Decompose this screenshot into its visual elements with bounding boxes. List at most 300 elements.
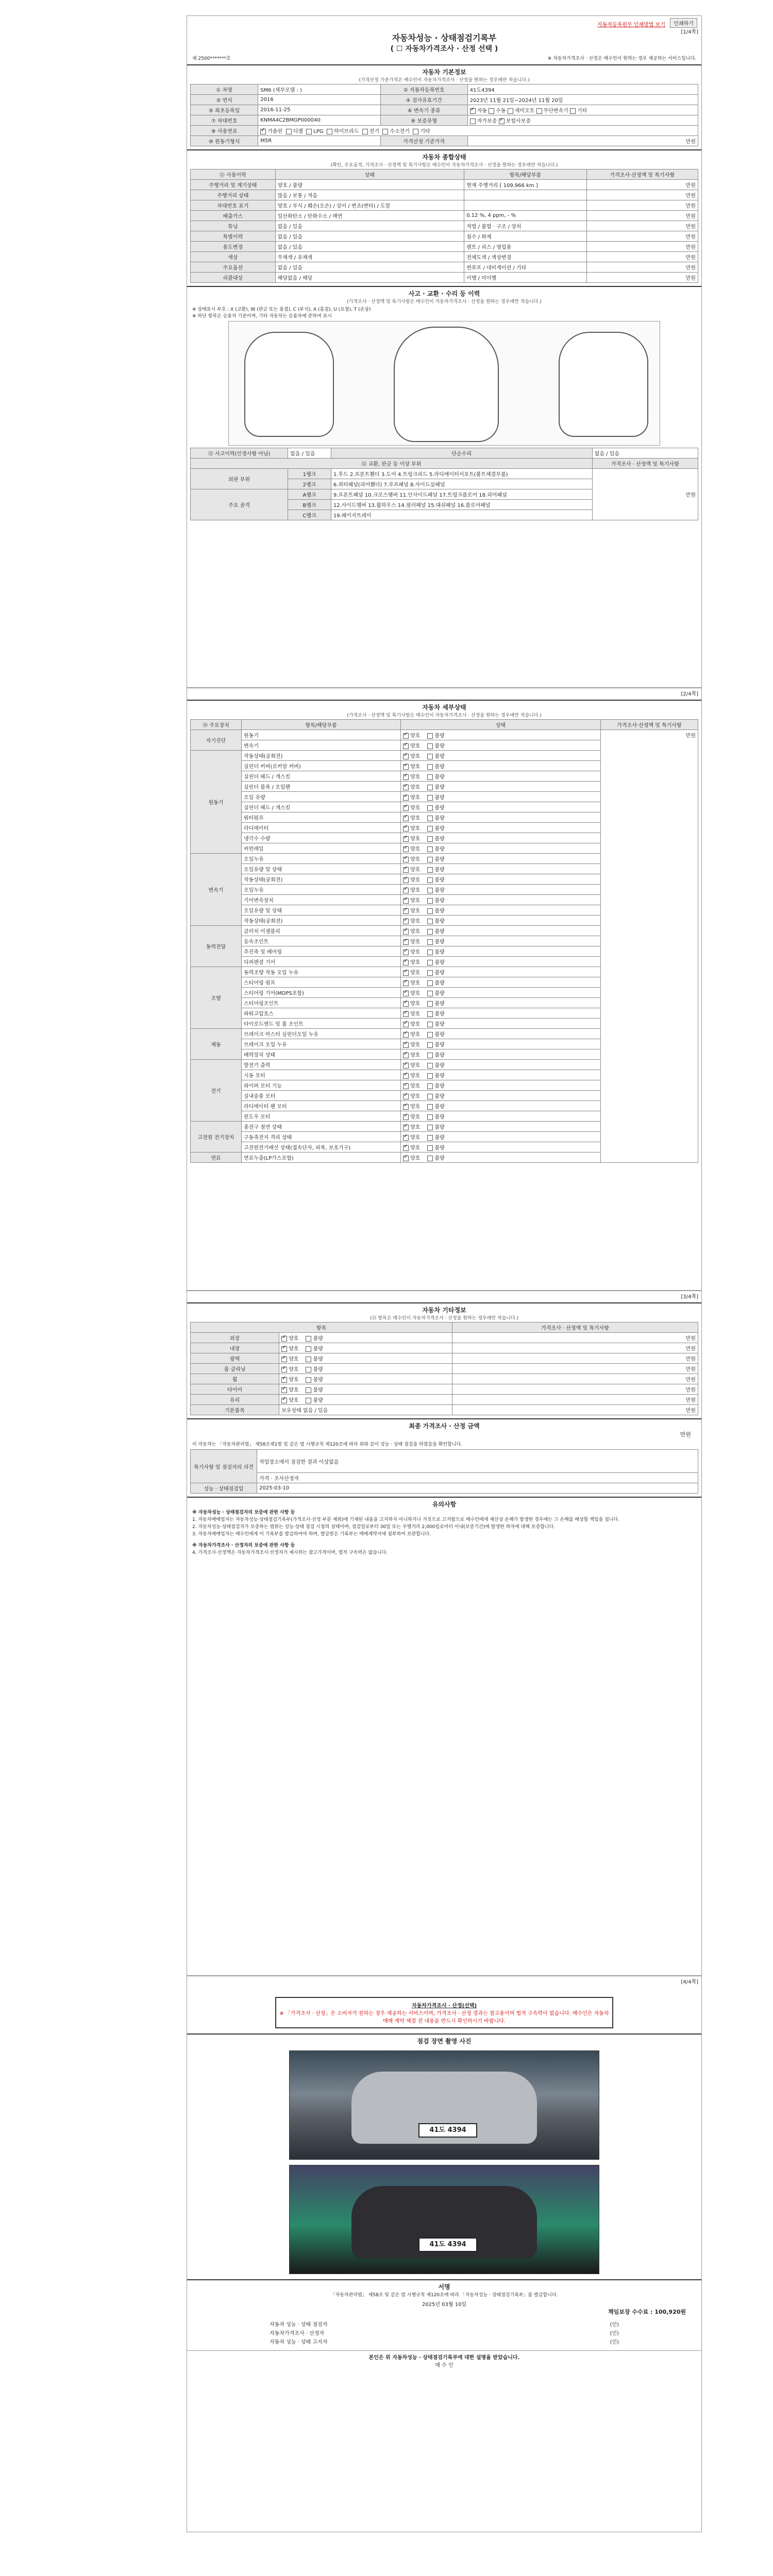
bad-label: 불량 [434,908,445,914]
detail-state [401,1029,601,1039]
good-checkbox[interactable] [403,877,409,883]
other-state [279,1333,452,1343]
bad-checkbox[interactable] [427,816,433,821]
bad-label: 불량 [434,1063,445,1069]
detail-state [401,967,601,977]
engine-value: M5R [258,136,380,146]
state-cell-unit: 만원 [586,252,698,262]
notices-block [187,1510,701,1556]
state-col-price: 가격조사·산정액 및 특기사항 [586,170,698,180]
bad-checkbox[interactable] [306,1336,311,1342]
detail-state [401,1060,601,1070]
other-row [191,1364,698,1374]
good-checkbox[interactable] [403,888,409,893]
good-checkbox[interactable] [403,939,409,945]
basic-section-note: (가격산정 가준가격은 매수인이 자동차가격조사 · 산정을 원하는 경우에만 적습니다.) [359,78,530,83]
state-cell-label: 차대번호 표기 [191,200,276,211]
detail-state [401,1008,601,1019]
engine-label: ⑩ 원동기형식 [191,136,258,146]
fuel-opt: 수소전기 [390,129,410,134]
confirm-text: 이 자동차는 「자동차관리법」 제58조제1항 및 같은 법 시행규칙 제120조에 따라 위와 같이 성능 · 상태 점검을 하였음을 확인합니다. [192,1442,463,1447]
good-checkbox[interactable] [403,919,409,924]
detail-item: 파워고압호스 [242,1008,401,1019]
good-checkbox[interactable] [403,785,409,790]
bad-label: 불량 [434,795,445,801]
bad-checkbox[interactable] [427,950,433,955]
bad-label: 불량 [434,826,445,832]
insurance-fee: 책임보장 수수료 : 100,920원 [608,2309,686,2315]
good-checkbox[interactable] [281,1357,287,1362]
detail-state [401,1039,601,1049]
signature-text: 「자동차관리법」 제58조 및 같은 법 시행규칙 제120조에 따라 「자동차성능 · 상태점검기록부」를 발급합니다. [330,2293,558,2298]
bad-checkbox[interactable] [427,888,433,893]
trans-auto-checkbox[interactable] [470,108,476,114]
good-checkbox[interactable] [403,1114,409,1120]
sign-mark: (인) [610,2331,619,2336]
print-button[interactable]: 인쇄하기 [670,18,697,28]
state-cell-label: 튜닝 [191,221,276,231]
bad-checkbox[interactable] [427,919,433,924]
bad-checkbox[interactable] [427,1063,433,1069]
detail-state [401,988,601,998]
trans-semi-checkbox[interactable] [508,108,513,114]
trans-opt: 수동 [496,108,506,114]
bad-checkbox[interactable] [427,1022,433,1027]
bad-checkbox[interactable] [427,1145,433,1151]
other-section-title: 자동차 기타정보 [187,1302,701,1314]
good-checkbox[interactable] [403,1125,409,1130]
bad-checkbox[interactable] [427,1125,433,1130]
good-label: 양호 [410,1145,421,1151]
good-checkbox[interactable] [403,743,409,749]
bad-checkbox[interactable] [427,1001,433,1007]
good-checkbox[interactable] [403,846,409,852]
state-cell-label: 주행거리 상태 [191,190,276,200]
bad-checkbox[interactable] [306,1357,311,1362]
good-checkbox[interactable] [403,980,409,986]
period-label: ④ 검사유효기간 [380,95,467,105]
detail-state [401,771,601,782]
good-checkbox[interactable] [281,1387,287,1393]
good-checkbox[interactable] [403,1094,409,1099]
bad-checkbox[interactable] [427,1094,433,1099]
other-row [191,1353,698,1364]
state-cell-state: 없음 / 있음 [275,262,464,273]
bad-label: 불량 [434,805,445,811]
detail-item: 스티어링 펌프 [242,977,401,988]
bad-checkbox[interactable] [427,774,433,780]
bad-checkbox[interactable] [427,1011,433,1017]
page-number: [1/4쪽] [681,29,698,35]
bad-checkbox[interactable] [427,764,433,770]
good-checkbox[interactable] [403,1001,409,1007]
state-cell-unit: 만원 [586,231,698,242]
rank1-items: 1.후드 2.프론트휀더 3.도어 4.트렁크리드 5.라디에이터서포트(볼트체결부품) [331,469,592,479]
detail-state [401,812,601,823]
trans-opt: 기타 [577,108,587,114]
good-checkbox[interactable] [403,1145,409,1151]
fuel-hybrid-checkbox[interactable] [327,129,332,134]
detail-state [401,833,601,843]
price-person: 가격 · 조사산정자 [257,1473,698,1483]
good-label: 양호 [410,816,421,821]
bad-checkbox[interactable] [427,1042,433,1048]
state-cell-label: 특별이력 [191,231,276,242]
bad-checkbox[interactable] [427,960,433,965]
state-cell-label: 주요옵션 [191,262,276,273]
bad-checkbox[interactable] [427,785,433,790]
other-item: 휠 [191,1374,279,1384]
good-checkbox[interactable] [403,929,409,935]
good-checkbox[interactable] [403,1104,409,1110]
fuel-gasoline-checkbox[interactable] [260,129,266,134]
bad-label: 불량 [434,898,445,904]
detail-col4: 가격조사·산정액 및 특기사항 [601,720,698,730]
good-label: 양호 [410,1063,421,1069]
bad-checkbox[interactable] [427,795,433,801]
bad-checkbox[interactable] [427,826,433,832]
detail-item: 오일누유 [242,854,401,864]
detail-state [401,1132,601,1142]
good-checkbox[interactable] [403,1156,409,1161]
bad-checkbox[interactable] [427,991,433,996]
good-checkbox[interactable] [281,1377,287,1383]
repair-state: 없음 / 있음 [592,448,698,459]
state-cell-detail [464,190,586,200]
good-checkbox[interactable] [403,991,409,996]
good-checkbox[interactable] [403,774,409,780]
car-outline-right [559,332,648,437]
detail-item: 오일유량 및 상태 [242,905,401,916]
trans-cvt-checkbox[interactable] [536,108,542,114]
other-row [191,1333,698,1343]
good-checkbox[interactable] [403,950,409,955]
state-section-title: 자동차 종합상태 [187,149,701,161]
bad-checkbox[interactable] [427,867,433,873]
bad-checkbox[interactable] [427,1073,433,1079]
detail-item: 등속조인트 [242,936,401,946]
fuel-opt: 하이브리드 [333,129,359,134]
bad-checkbox[interactable] [306,1346,311,1352]
bad-checkbox[interactable] [427,805,433,811]
good-checkbox[interactable] [403,857,409,862]
rank2-label: 2랭크 [288,479,331,489]
price-warning-box [275,1997,613,2028]
bad-label: 불량 [434,888,445,893]
bad-checkbox[interactable] [427,939,433,945]
trans-manual-checkbox[interactable] [489,108,494,114]
final-price-unit: 만원 [680,1431,691,1438]
signature-section-title: 서명 [187,2279,701,2291]
good-label: 양호 [410,1094,421,1099]
good-checkbox[interactable] [403,826,409,832]
trans-options [467,105,698,115]
bad-checkbox[interactable] [427,733,433,739]
signature-lines [187,2320,701,2345]
detail-item: 윈도우 모터 [242,1111,401,1122]
page-4 [187,1976,702,2532]
bad-checkbox[interactable] [427,898,433,904]
good-label: 양호 [410,1114,421,1120]
state-cell-detail: 적법 / 불법 · 구조 / 장치 [464,221,586,231]
good-checkbox[interactable] [403,1032,409,1038]
good-checkbox[interactable] [403,836,409,842]
detail-state [401,1153,601,1163]
good-checkbox[interactable] [403,1042,409,1048]
fuel-electric-checkbox[interactable] [362,129,368,134]
state-cell-state: 양호 / 불량 [275,180,464,190]
bad-label: 불량 [434,1145,445,1151]
good-checkbox[interactable] [403,795,409,801]
detail-item: 연료누출(LP가스포함) [242,1153,401,1163]
bad-label: 불량 [313,1398,323,1403]
bad-label: 불량 [434,867,445,873]
fuel-hydrogen-checkbox[interactable] [382,129,388,134]
good-label: 양호 [410,1083,421,1089]
good-checkbox[interactable] [403,960,409,965]
bad-checkbox[interactable] [427,1156,433,1161]
bad-checkbox[interactable] [427,980,433,986]
detail-group: 자기진단 [191,730,242,751]
good-checkbox[interactable] [403,1011,409,1017]
bad-checkbox[interactable] [306,1377,311,1383]
detail-item: 발전기 출력 [242,1060,401,1070]
other-state [279,1353,452,1364]
good-label: 양호 [289,1387,299,1393]
good-label: 양호 [410,1001,421,1007]
good-checkbox[interactable] [281,1336,287,1342]
bad-checkbox[interactable] [427,846,433,852]
state-cell-unit: 만원 [586,180,698,190]
detail-group: 전기 [191,1060,242,1122]
detail-state [401,946,601,957]
bad-checkbox[interactable] [427,1032,433,1038]
other-item: 타이어 [191,1384,279,1395]
detail-item: 스티어링 기어(MDPS포함) [242,988,401,998]
good-checkbox[interactable] [403,816,409,821]
state-cell-detail: 침수 / 화재 [464,231,586,242]
period-value: 2023년 11월 21일~2024년 11월 20일 [467,95,698,105]
bad-checkbox[interactable] [427,1114,433,1120]
bad-checkbox[interactable] [306,1398,311,1403]
bad-checkbox[interactable] [427,1135,433,1141]
good-label: 양호 [410,888,421,893]
good-label: 양호 [410,826,421,832]
good-label: 양호 [410,1156,421,1161]
good-checkbox[interactable] [403,908,409,914]
detail-state [401,874,601,885]
good-label: 양호 [410,743,421,749]
state-col-state: 상태 [275,170,464,180]
good-label: 양호 [410,929,421,935]
good-checkbox[interactable] [403,764,409,770]
good-checkbox[interactable] [403,898,409,904]
print-guide-link[interactable]: 자동차등록원부 인쇄방법 보기 [597,22,665,28]
receiver-footer: 본인은 위 자동차성능 · 상태점검기록부에 대한 설명을 받았습니다. [187,2350,701,2361]
warranty-opt: 자가보증 [477,118,497,124]
c-rank-label: C랭크 [288,510,331,520]
bad-checkbox[interactable] [427,1104,433,1110]
good-label: 양호 [410,1032,421,1038]
bad-checkbox[interactable] [427,970,433,976]
warranty-options [467,115,698,126]
detail-section-title: 자동차 세부상태 [187,700,701,711]
good-checkbox[interactable] [403,805,409,811]
bad-checkbox[interactable] [427,754,433,759]
bad-checkbox[interactable] [427,1053,433,1058]
doc-title: 자동차성능 · 상태점검기록부 [392,33,497,43]
fuel-diesel-checkbox[interactable] [286,129,292,134]
reg-no-value: 41도4394 [467,84,698,95]
bad-checkbox[interactable] [427,857,433,862]
bad-checkbox[interactable] [427,877,433,883]
detail-state [401,1101,601,1111]
warranty-insurer-checkbox[interactable] [499,118,505,124]
detail-price: 만원 [601,730,698,1163]
page-number: [4/4쪽] [681,1979,698,1985]
warranty-opt: 보험사보증 [506,118,531,124]
detail-row [191,730,698,740]
bad-checkbox[interactable] [306,1387,311,1393]
good-checkbox[interactable] [403,970,409,976]
history-state: 없음 / 있음 [288,448,331,459]
good-label: 양호 [410,805,421,811]
fuel-label: ⑨ 사용연료 [191,126,258,136]
photo-section-title: 점검 장면 촬영 사진 [187,2033,701,2045]
signature-line [270,2329,619,2336]
repair-label: 단순수리 [331,448,592,459]
detail-state [401,751,601,761]
good-checkbox[interactable] [403,867,409,873]
bad-checkbox[interactable] [427,929,433,935]
bad-checkbox[interactable] [427,743,433,749]
outer-label: 외판 부위 [191,469,288,489]
detail-item: 브레이크 오일 누유 [242,1039,401,1049]
good-label: 양호 [410,950,421,955]
basic-item-label: 기본품목 [191,1405,279,1415]
detail-state [401,1070,601,1080]
trans-etc-checkbox[interactable] [570,108,576,114]
bad-checkbox[interactable] [306,1367,311,1372]
sign-mark: (인) [610,2340,619,2345]
good-label: 양호 [289,1357,299,1362]
state-table [190,169,698,283]
state-cell-label: 색상 [191,252,276,262]
state-row [191,273,698,283]
front-plate: 41도 4394 [418,2123,477,2138]
detail-state [401,895,601,905]
bad-label: 불량 [434,785,445,790]
good-checkbox[interactable] [403,1022,409,1027]
bad-label: 불량 [434,1125,445,1130]
signature-date: 2025년 03월 10일 [422,2302,467,2308]
state-cell-detail: 렌트 / 리스 / 영업용 [464,242,586,252]
detail-item: 추진축 및 베어링 [242,946,401,957]
opinion-table [190,1449,698,1494]
detail-item: 타이로드엔드 및 볼 조인트 [242,1019,401,1029]
bad-label: 불량 [434,846,445,852]
accident-legend: ※ 상태표시 부호 : X (교환), W (판금 또는 용접), C (부식), A (흠집), U (요철), T (손상) [192,307,371,312]
detail-group: 조향 [191,967,242,1029]
a-rank-items: 9.프론트패널 10.크로스멤버 11.인사이드패널 17.트렁크플로어 18.리어패널 [331,489,592,500]
state-row [191,211,698,221]
other-item: 룸 클리닝 [191,1364,279,1374]
sign-mark: (인) [610,2322,619,2328]
other-item: 내장 [191,1343,279,1353]
detail-state [401,782,601,792]
good-checkbox[interactable] [281,1398,287,1403]
basic-section-title: 자동차 기본정보 [187,64,701,76]
trans-label: ⑥ 변속기 종류 [380,105,467,115]
receiver-label: 매 수 인 [435,2363,453,2368]
page-2 [187,688,702,1291]
basic-item-state: 보유상태 없음 / 있음 [279,1405,452,1415]
state-cell-detail: 썬루프 / 네비게이션 / 기타 [464,262,586,273]
good-checkbox[interactable] [403,754,409,759]
state-cell-detail: 전체도색 / 색상변경 [464,252,586,262]
fuel-lpg-checkbox[interactable] [306,129,312,134]
good-label: 양호 [410,1125,421,1130]
detail-item: 라디에이터 [242,823,401,833]
good-label: 양호 [410,795,421,801]
detail-item: 시동 모터 [242,1070,401,1080]
page-1 [187,15,702,688]
fuel-opt: LPG [313,129,324,134]
detail-state [401,905,601,916]
good-checkbox[interactable] [403,1135,409,1141]
other-state [279,1343,452,1353]
detail-state [401,854,601,864]
state-row [191,200,698,211]
bad-checkbox[interactable] [427,1083,433,1089]
good-label: 양호 [410,960,421,965]
good-checkbox[interactable] [403,1073,409,1079]
warning-title: 자동차가격조사 · 산정(선택) [411,2003,477,2009]
detail-state [401,823,601,833]
detail-col3: 상태 [401,720,601,730]
signature-line [270,2337,619,2345]
good-checkbox[interactable] [403,1083,409,1089]
trans-opt: 세미오토 [514,108,535,114]
history-label: ⑫ 사고이력(인정사항 아님) [191,448,288,459]
bad-label: 불량 [434,754,445,759]
good-checkbox[interactable] [403,733,409,739]
basic-item-price: 만원 [452,1405,698,1415]
car-outline-left [244,332,334,437]
good-label: 양호 [289,1367,299,1372]
other-price: 만원 [452,1353,698,1364]
notice-line: 2. 자동차성능·상태점검자가 보증하는 범위는 성능·상태 점검 시점의 상태이며, 점검일로부터 30일 또는 주행거리 2,000킬로미터 이내(보증기간)에 발생한 하자에 대해 보증합니다. [192,1524,556,1530]
other-row [191,1395,698,1405]
warranty-self-checkbox[interactable] [470,118,476,124]
other-price: 만원 [452,1374,698,1384]
good-label: 양호 [410,1073,421,1079]
good-checkbox[interactable] [281,1346,287,1352]
good-checkbox[interactable] [403,1053,409,1058]
fuel-etc-checkbox[interactable] [413,129,418,134]
bad-checkbox[interactable] [427,836,433,842]
good-checkbox[interactable] [281,1367,287,1372]
state-cell-unit: 만원 [586,262,698,273]
other-price: 만원 [452,1384,698,1395]
state-col-detail: 항목/해당부품 [464,170,586,180]
price-label: 가격산정 기준가격 [380,136,467,146]
bad-checkbox[interactable] [427,908,433,914]
bad-label: 불량 [434,1094,445,1099]
rank2-items: 6.쿼터패널(리어휀더) 7.루프패널 8.사이드실패널 [331,479,592,489]
main-frame-label: 주요 골격 [191,489,288,520]
good-checkbox[interactable] [403,1063,409,1069]
